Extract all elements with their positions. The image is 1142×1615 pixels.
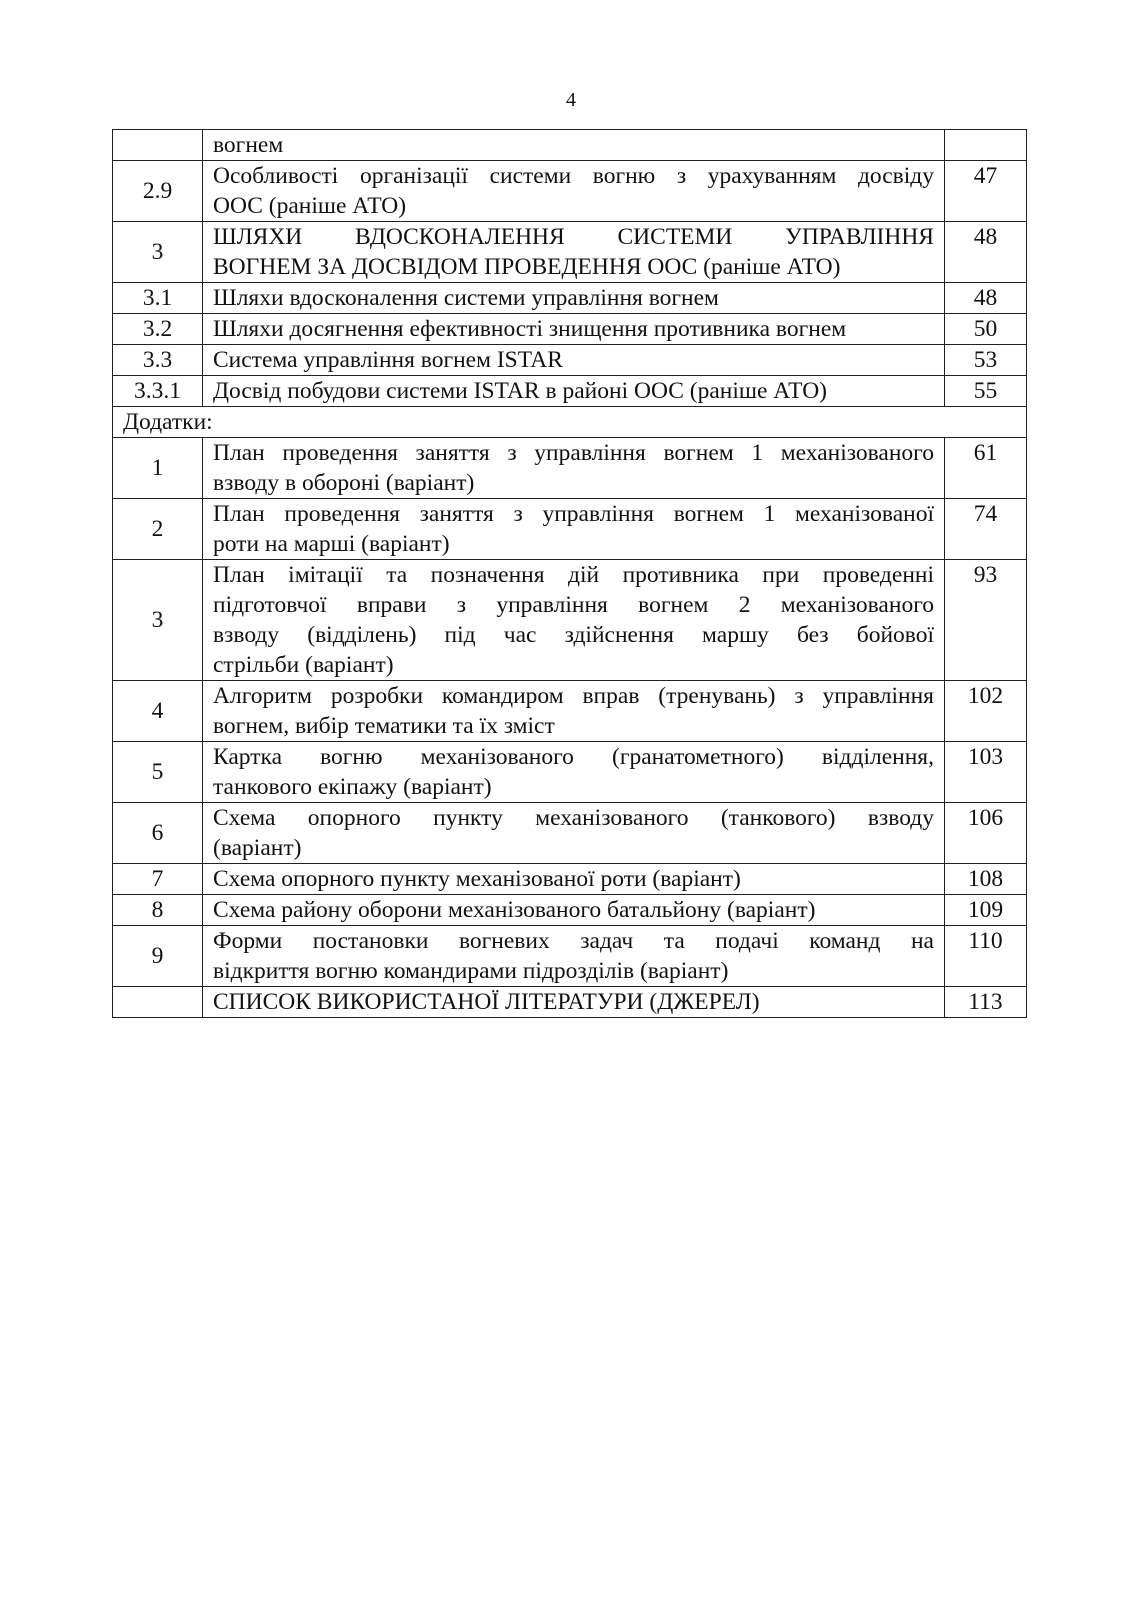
toc-page-number: 113 <box>945 987 1027 1018</box>
toc-page-number: 109 <box>945 895 1027 926</box>
toc-title-line: роти на марші (варіант) <box>213 531 450 557</box>
toc-number: 3.3 <box>113 345 203 376</box>
toc-title-line: вогнем, вибір тематики та їх зміст <box>213 713 555 739</box>
toc-number: 3 <box>113 222 203 283</box>
toc-row <box>113 314 1027 345</box>
toc-page-number: 108 <box>945 864 1027 895</box>
toc-body-appendices <box>113 438 1027 1018</box>
toc-number: 2.9 <box>113 161 203 222</box>
toc-row <box>113 560 1027 681</box>
toc-title <box>203 283 945 314</box>
toc-row <box>113 864 1027 895</box>
toc-row <box>113 376 1027 407</box>
toc-title-line: СПИСОК ВИКОРИСТАНОЇ ЛІТЕРАТУРИ (ДЖЕРЕЛ) <box>213 989 760 1015</box>
page-number: 4 <box>566 89 576 111</box>
toc-number: 6 <box>113 803 203 864</box>
toc-number <box>113 130 203 161</box>
toc-number: 2 <box>113 499 203 560</box>
toc-row <box>113 987 1027 1018</box>
toc-row <box>113 499 1027 560</box>
toc-title <box>203 438 945 499</box>
toc-title-line: Схема опорного пункту механізованої роти (варіант) <box>213 866 741 892</box>
toc-title-line: Шляхи досягнення ефективності знищення противника вогнем <box>213 316 847 342</box>
toc-page-number <box>945 130 1027 161</box>
toc-title-line: Особливості організації системи вогню з урахуванням досвіду <box>213 163 934 189</box>
toc-page-number: 93 <box>945 560 1027 681</box>
toc-row <box>113 161 1027 222</box>
toc-title-line: Форми постановки вогневих задач та подачі команд на <box>213 928 934 954</box>
toc-title <box>203 987 945 1018</box>
toc-title <box>203 130 945 161</box>
toc-title <box>203 314 945 345</box>
toc-title-line: План імітації та позначення дій противника при проведенні <box>213 562 934 588</box>
toc-page-number: 53 <box>945 345 1027 376</box>
toc-title-line: Схема району оборони механізованого батальйону (варіант) <box>213 897 816 923</box>
toc-row <box>113 895 1027 926</box>
toc-title-line: Система управління вогнем ISTAR <box>213 347 563 373</box>
toc-title <box>203 681 945 742</box>
toc-number: 7 <box>113 864 203 895</box>
toc-row <box>113 222 1027 283</box>
toc-title <box>203 345 945 376</box>
toc-row <box>113 345 1027 376</box>
toc-title-line: ООС (раніше АТО) <box>213 193 407 219</box>
toc-number: 3.2 <box>113 314 203 345</box>
toc-row <box>113 438 1027 499</box>
toc-title <box>203 560 945 681</box>
toc-title-line: взводу (відділень) під час здійснення маршу без бойової <box>213 622 934 648</box>
toc-row <box>113 742 1027 803</box>
toc-row <box>113 130 1027 161</box>
appendix-header-row <box>113 407 1027 438</box>
toc-title-line: ШЛЯХИ ВДОСКОНАЛЕННЯ СИСТЕМИ УПРАВЛІННЯ <box>213 224 934 250</box>
toc-page-number: 47 <box>945 161 1027 222</box>
toc-title <box>203 222 945 283</box>
toc-title-line: Картка вогню механізованого (гранатометного) відділення, <box>213 744 934 770</box>
appendix-label: Додатки: <box>113 407 1027 438</box>
toc-body-sections <box>113 130 1027 407</box>
toc-number: 3.1 <box>113 283 203 314</box>
toc-title <box>203 895 945 926</box>
toc-row <box>113 803 1027 864</box>
toc-title-line: (варіант) <box>213 835 302 861</box>
toc-title <box>203 161 945 222</box>
toc-page-number: 103 <box>945 742 1027 803</box>
toc-title-line: вогнем <box>213 132 284 158</box>
toc-title-line: взводу в обороні (варіант) <box>213 470 475 496</box>
toc-body-appendix-header <box>113 407 1027 438</box>
toc-page-number: 106 <box>945 803 1027 864</box>
table-of-contents <box>112 129 1027 1018</box>
toc-number <box>113 987 203 1018</box>
toc-number: 4 <box>113 681 203 742</box>
toc-title <box>203 376 945 407</box>
toc-title-line: стрільби (варіант) <box>213 652 394 678</box>
toc-title-line: План проведення заняття з управління вогнем 1 механізованого <box>213 440 934 466</box>
toc-page-number: 55 <box>945 376 1027 407</box>
toc-title-line: Схема опорного пункту механізованого (танкового) взводу <box>213 805 934 831</box>
toc-title-line: Шляхи вдосконалення системи управління вогнем <box>213 285 719 311</box>
toc-page-number: 74 <box>945 499 1027 560</box>
toc-title <box>203 926 945 987</box>
toc-page-number: 48 <box>945 222 1027 283</box>
toc-page-number: 61 <box>945 438 1027 499</box>
toc-number: 1 <box>113 438 203 499</box>
toc-title-line: підготовчої вправи з управління вогнем 2 механізованого <box>213 592 934 618</box>
toc-row <box>113 926 1027 987</box>
toc-title-line: Алгоритм розробки командиром вправ (тренувань) з управління <box>213 683 934 709</box>
toc-row <box>113 681 1027 742</box>
toc-row <box>113 283 1027 314</box>
toc-title <box>203 742 945 803</box>
toc-title-line: Досвід побудови системи ISTAR в районі ООС (раніше АТО) <box>213 378 828 404</box>
toc-number: 5 <box>113 742 203 803</box>
toc-page-number: 50 <box>945 314 1027 345</box>
toc-number: 3 <box>113 560 203 681</box>
toc-title <box>203 803 945 864</box>
toc-title-line: відкриття вогню командирами підрозділів (варіант) <box>213 958 729 984</box>
toc-title-line: План проведення заняття з управління вогнем 1 механізованої <box>213 501 934 527</box>
toc-page-number: 110 <box>945 926 1027 987</box>
toc-title <box>203 499 945 560</box>
toc-title-line: танкового екіпажу (варіант) <box>213 774 492 800</box>
toc-number: 3.3.1 <box>113 376 203 407</box>
toc-number: 8 <box>113 895 203 926</box>
toc-title-line: ВОГНЕМ ЗА ДОСВІДОМ ПРОВЕДЕННЯ ООС (раніше АТО) <box>213 254 841 280</box>
toc-page-number: 102 <box>945 681 1027 742</box>
toc-number: 9 <box>113 926 203 987</box>
toc-page-number: 48 <box>945 283 1027 314</box>
toc-title <box>203 864 945 895</box>
